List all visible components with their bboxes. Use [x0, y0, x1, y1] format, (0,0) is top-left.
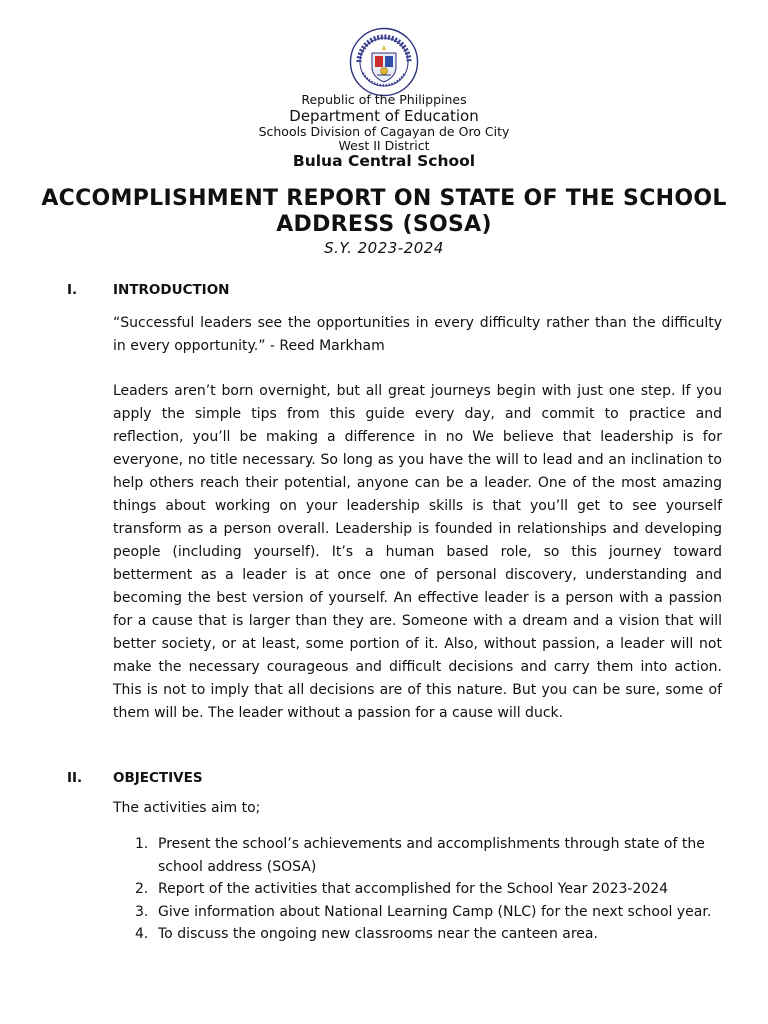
intro-quote: “Successful leaders see the opportunities in every difficulty rather than the difficulty in every opportunity.” - Reed Markham [113, 315, 722, 354]
section-heading-objectives: OBJECTIVES [113, 770, 203, 786]
list-item-number: 1. [135, 836, 149, 852]
intro-body: Leaders aren’t born overnight, but all great journeys begin with just one step. If you apply the simple tips from this guide every day, and commit to practice and reflection, you’ll be making a difference in no We believe that leadership is for everyone, no title necessary. So long as you have the will to lead and an inclination to help others reach their potential, anyone can be a leader. One of the most amazing things about working on your leadership skills is that you’ll get to see yourself transform as a person overall. Leadership is founded in relationships and developing people (including yourself). It’s a human based role, so this journey toward betterment as a leader is at once one of personal discovery, understanding and becoming the best version of yourself. An effective leader is a person with a passion for a cause that is larger than they are. Someone with a dream and a vision that will better society, or at least, some portion of it. Also, without passion, a leader will not make the necessary courageous and difficult decisions and carry them into action. This is not to imply that all decisions are of this nature. But you can be sure, some of them will be. The leader without a passion for a cause will duck. [113, 383, 722, 721]
section-heading-introduction: INTRODUCTION [113, 282, 230, 298]
list-item-text: To discuss the ongoing new classrooms near the canteen area. [158, 926, 598, 942]
list-item-text: Present the school’s achievements and accomplishments through state of the school address (SOSA) [158, 836, 705, 875]
deped-seal-icon [349, 27, 419, 97]
list-item-text: Give information about National Learning Camp (NLC) for the next school year. [158, 903, 712, 920]
list-item-number: 4. [135, 926, 149, 942]
objectives-lead: The activities aim to; [113, 800, 261, 816]
report-title: ACCOMPLISHMENT REPORT ON STATE OF THE SCHOOL ADDRESS (SOSA) [41, 186, 727, 237]
school-year: S.Y. 2023-2024 [324, 239, 444, 257]
section-number-introduction: I. [67, 282, 78, 298]
list-item-text: Report of the activities that accomplished for the School Year 2023-2024 [158, 881, 669, 897]
republic-line: Republic of the Philippines [301, 92, 467, 107]
section-number-objectives: II. [67, 770, 83, 786]
list-item-number: 2. [135, 881, 149, 897]
list-item [113, 923, 722, 946]
list-item [113, 833, 722, 878]
department-name: Department of Education [289, 107, 479, 125]
list-item [113, 901, 722, 924]
school-name: Bulua Central School [292, 152, 476, 170]
objectives-list [113, 833, 722, 946]
list-item [113, 878, 722, 901]
division-name: Schools Division of Cagayan de Oro City [258, 124, 510, 139]
list-item-number: 3. [135, 903, 149, 920]
district-name: West II District [338, 138, 430, 153]
